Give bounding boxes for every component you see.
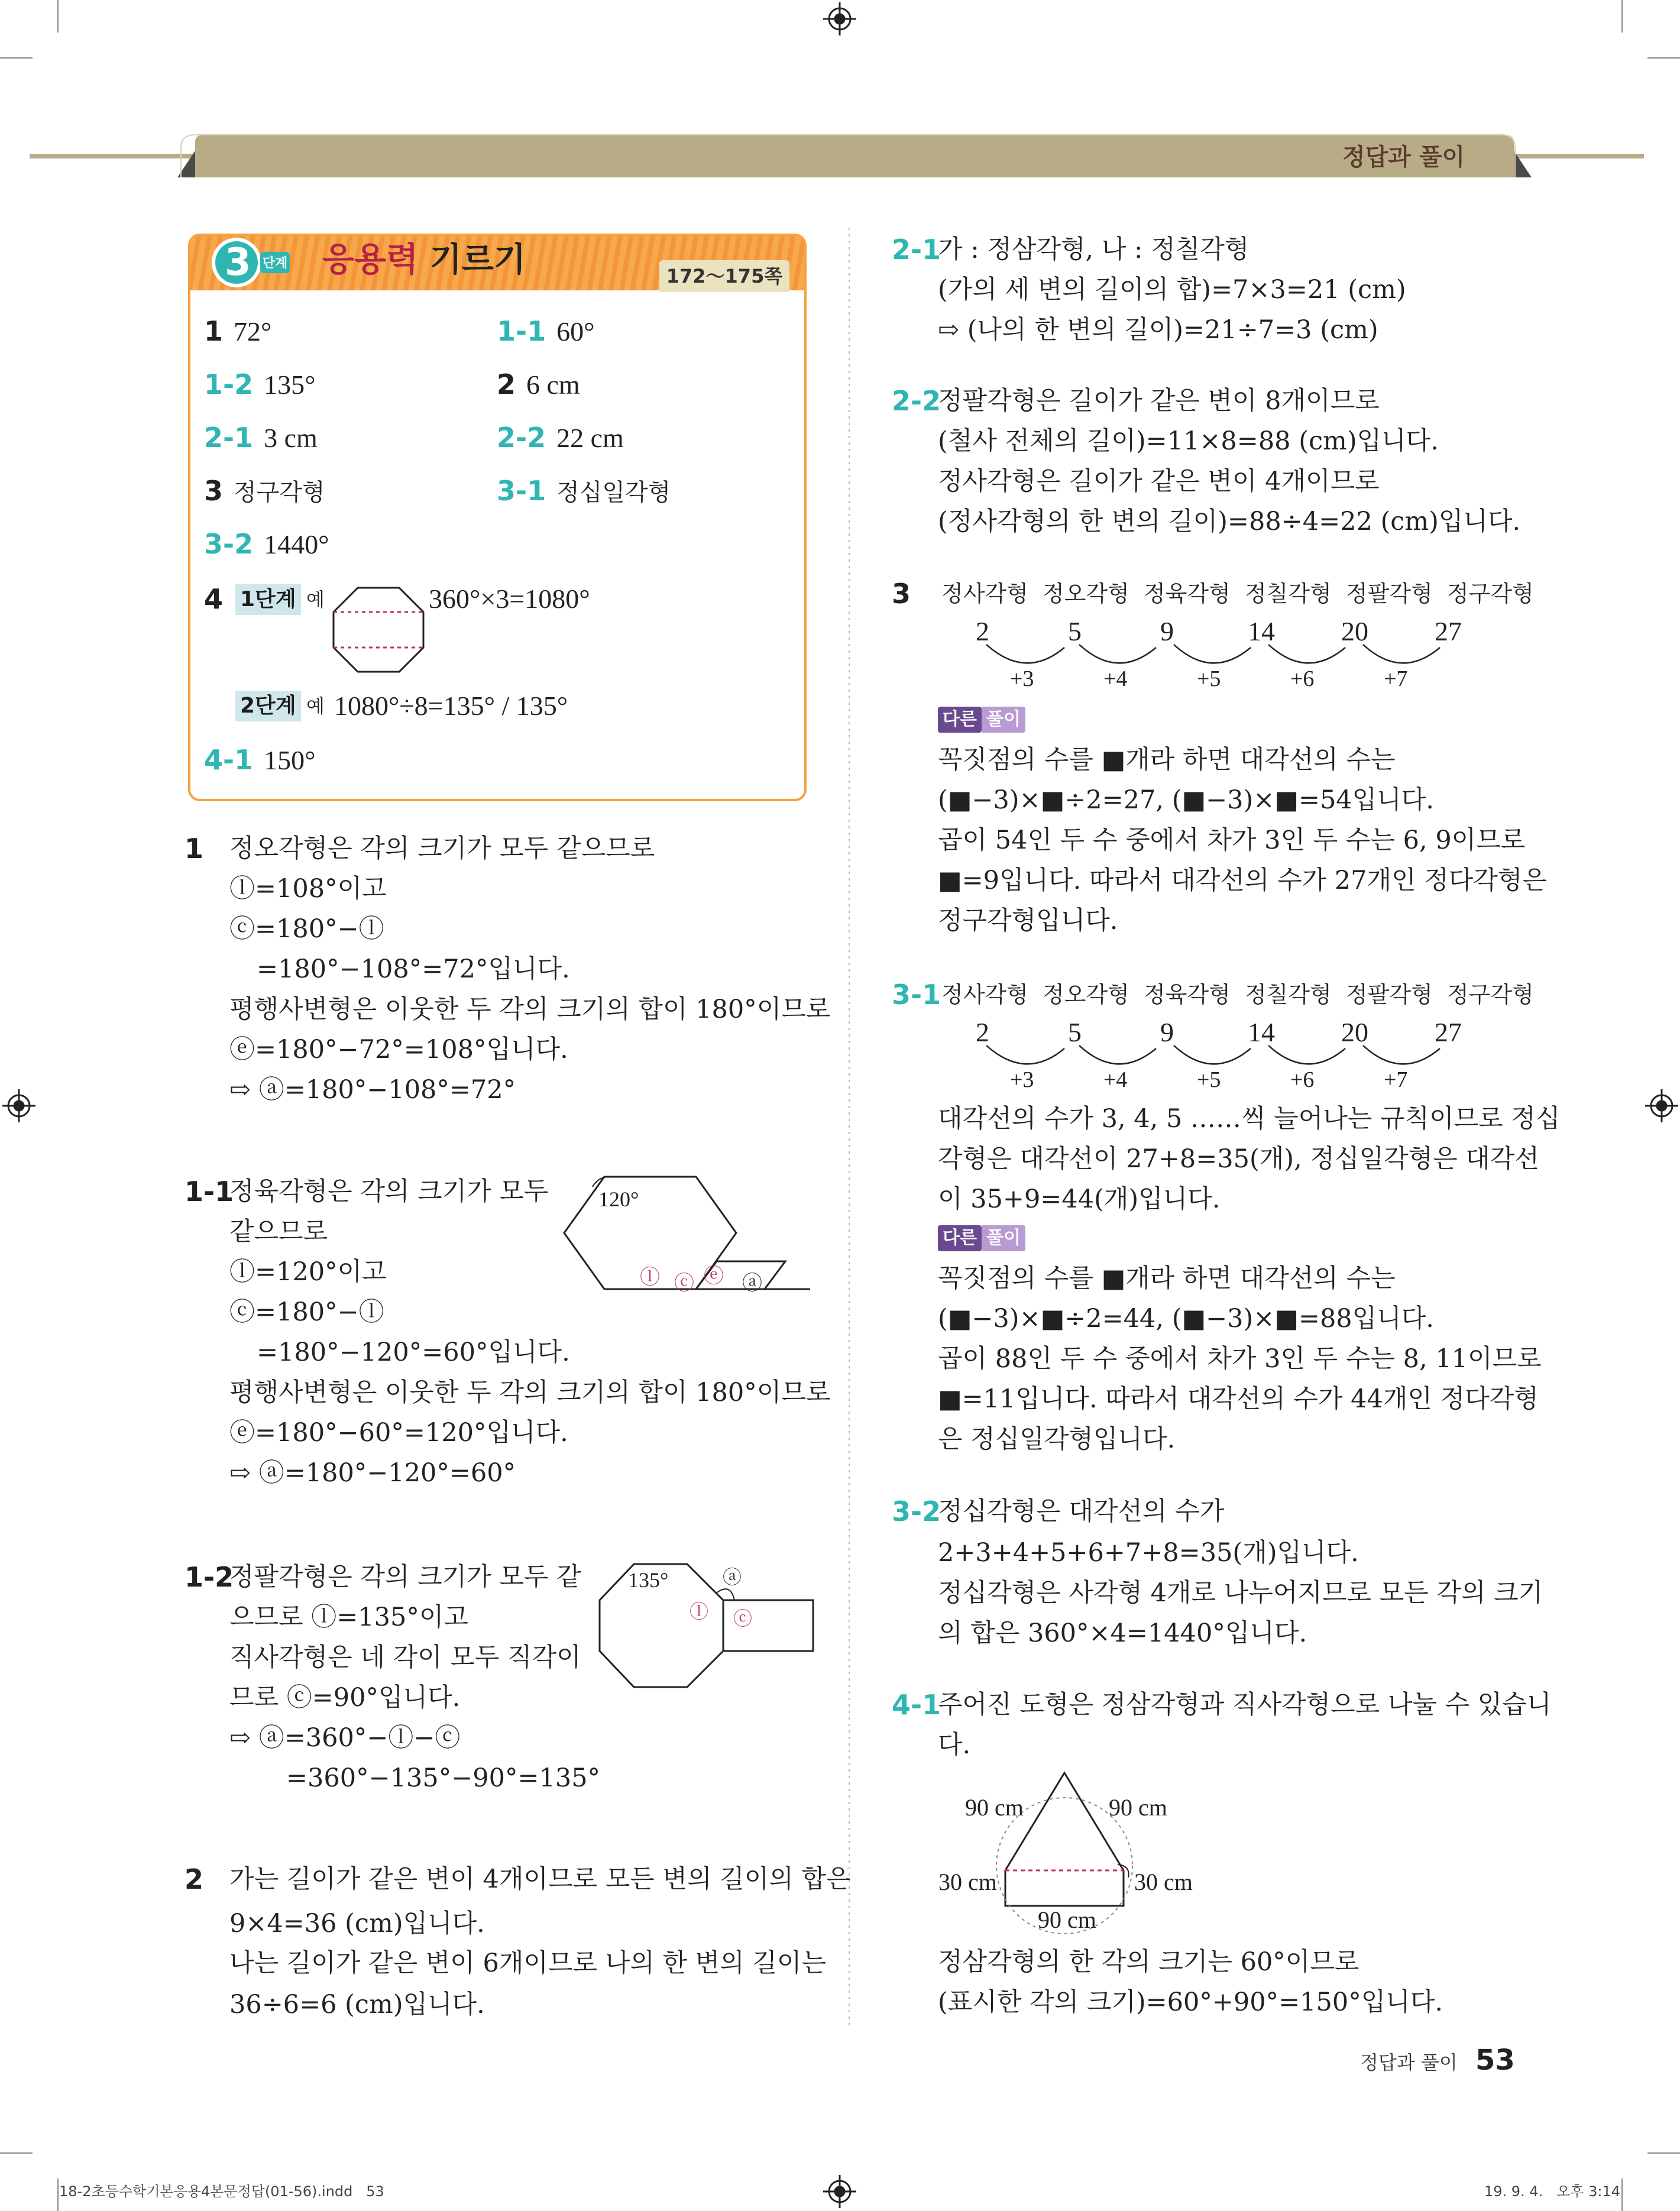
seq-value: 14	[1248, 1017, 1275, 1047]
sol-1-line: 정오각형은 각의 크기가 모두 같으므로	[229, 834, 655, 863]
sol-1-line: ⇨ ⓐ=180°−108°=72°	[229, 1075, 516, 1105]
seq-value: 14	[1248, 616, 1275, 646]
seq-value: 20	[1341, 1017, 1368, 1047]
other-solution-tag: 다른 풀이	[938, 707, 1025, 733]
sol-1-2-line: 으므로 ⓛ=135°이고	[229, 1603, 468, 1632]
footer-title: 정답과 풀이	[1360, 2051, 1458, 2074]
sol-3-2-line: 정십각형은 대각선의 수가	[938, 1497, 1225, 1526]
sol-3-1-line: 대각선의 수가 3, 4, 5 ……씩 늘어나는 규칙이므로 정십	[938, 1104, 1561, 1134]
sol-2-1-number: 2-1	[892, 234, 941, 266]
seq-value: 20	[1341, 616, 1368, 646]
fig-label-30-left: 30 cm	[938, 1869, 997, 1895]
answer-4: 4	[204, 583, 224, 615]
sol-3-1-line: 곱이 88인 두 수 중에서 차가 3인 두 수는 8, 11이므로	[938, 1344, 1542, 1374]
sol-3-number: 3	[892, 578, 911, 610]
file-info: 18-2초등수학기본응용4본문정답(01-56).indd 53	[59, 2183, 384, 2200]
sol-1-line: ⓛ=108°이고	[229, 874, 387, 904]
sol-1-1-line: ⇨ ⓐ=180°−120°=60°	[229, 1458, 516, 1488]
fig-label-90-bottom: 90 cm	[1038, 1906, 1096, 1933]
sol-3-shapes: 정사각형 정오각형 정육각형 정칠각형 정팔각형 정구각형	[941, 581, 1534, 607]
sol-2-line: 36÷6=6 (cm)입니다.	[229, 1990, 485, 2019]
sol-1-2-number: 1-2	[184, 1561, 234, 1593]
sol-3-2-line: 정십각형은 사각형 4개로 나누어지므로 모든 각의 크기	[938, 1578, 1543, 1608]
sol-1-2-line: 정팔각형은 각의 크기가 모두 같	[229, 1562, 581, 1592]
sol-1-2-line: 므로 ⓒ=90°입니다.	[229, 1683, 461, 1713]
sol-2-number: 2	[184, 1863, 204, 1895]
seq-diff: +5	[1197, 666, 1221, 691]
hexagon-angle-label: 120°	[598, 1187, 639, 1211]
seq-diff: +4	[1103, 666, 1128, 691]
fig-label-30-right: 30 cm	[1134, 1869, 1193, 1895]
answer-2-1: 2-1 3 cm	[204, 422, 318, 454]
box-title-main: 응용력	[322, 241, 419, 279]
sol-3-line: 곱이 54인 두 수 중에서 차가 3인 두 수는 6, 9이므로	[938, 826, 1526, 855]
sol-1-1-line: 평행사변형은 이웃한 두 각의 크기의 합이 180°이므로	[229, 1378, 831, 1407]
seq-diff: +3	[1010, 666, 1034, 691]
registration-mark-right	[1645, 1089, 1678, 1122]
other-solution-tag: 다른 풀이	[938, 1225, 1025, 1251]
stage-word: 단계	[262, 256, 288, 271]
stage-number: 3	[225, 241, 251, 284]
hexagon-label: ⓐ	[742, 1271, 762, 1295]
sol-1-2-line: ⇨ ⓐ=360°−ⓛ−ⓒ	[229, 1723, 461, 1753]
octagon-label: ⓒ	[733, 1607, 753, 1630]
sol-1-line: ⓒ=180°−ⓛ	[229, 914, 384, 944]
octagon-label: ⓐ	[723, 1566, 742, 1588]
sol-4-1-line: 다.	[938, 1730, 971, 1760]
seq-diff: +4	[1103, 1067, 1128, 1092]
sol-1-1-line: =180°−120°=60°입니다.	[257, 1338, 570, 1367]
step2-label: 2단계	[235, 691, 301, 721]
hexagon-label: ⓔ	[704, 1264, 724, 1288]
sol-2-1-line: (가의 세 변의 길이의 합)=7×3=21 (cm)	[938, 275, 1406, 305]
seq-diff: +7	[1384, 666, 1408, 691]
seq-diff: +6	[1290, 666, 1315, 691]
step2-value: 1080°÷8=135° / 135°	[334, 691, 568, 721]
seq-value: 9	[1160, 616, 1174, 646]
seq-value: 27	[1435, 1017, 1462, 1047]
registration-mark-top	[823, 2, 856, 35]
octagon-label: ⓛ	[690, 1600, 709, 1623]
fig-label-90-left: 90 cm	[965, 1794, 1024, 1821]
sol-3-1-line: 은 정십일각형입니다.	[938, 1425, 1176, 1454]
hexagon-label: ⓒ	[674, 1271, 694, 1295]
sol-2-2-line: 정사각형은 길이가 같은 변이 4개이므로	[938, 467, 1380, 496]
sol-1-line: 평행사변형은 이웃한 두 각의 크기의 합이 180°이므로	[229, 995, 831, 1024]
sol-2-2-line: (철사 전체의 길이)=11×8=88 (cm)입니다.	[938, 426, 1439, 456]
seq-value: 5	[1068, 1017, 1082, 1047]
sol-3-1-shapes: 정사각형 정오각형 정육각형 정칠각형 정팔각형 정구각형	[941, 982, 1534, 1008]
box-title-rest: 기르기	[418, 241, 526, 279]
sol-3-1-number: 3-1	[892, 979, 941, 1011]
sol-1-number: 1	[184, 833, 204, 865]
seq-diff: +3	[1010, 1067, 1034, 1092]
sol-3-2-line: 의 합은 360°×4=1440°입니다.	[938, 1618, 1307, 1648]
step2-ex: 예	[306, 695, 325, 717]
seq-value: 5	[1068, 616, 1082, 646]
seq-value: 9	[1160, 1017, 1174, 1047]
sol-4-1-number: 4-1	[892, 1689, 941, 1721]
registration-mark-bottom	[823, 2175, 856, 2208]
step1-label: 1단계	[235, 584, 301, 615]
seq-value: 27	[1435, 616, 1462, 646]
sol-3-1-line: 꼭짓점의 수를 ■개라 하면 대각선의 수는	[938, 1264, 1396, 1293]
seq-diff: +5	[1197, 1067, 1221, 1092]
sol-1-1-number: 1-1	[184, 1176, 234, 1208]
seq-diff: +7	[1384, 1067, 1408, 1092]
sol-1-1-line: 같으므로	[229, 1217, 328, 1247]
sol-3-line: 꼭짓점의 수를 ■개라 하면 대각선의 수는	[938, 745, 1396, 775]
sol-1-1-line: ⓔ=180°−60°=120°입니다.	[229, 1418, 568, 1448]
timestamp: 19. 9. 4. 오후 3:14	[1484, 2183, 1621, 2200]
answer-1: 1 72°	[204, 315, 272, 347]
seq-diff: +6	[1290, 1067, 1315, 1092]
sol-2-line: 가는 길이가 같은 변이 4개이므로 모든 변의 길이의 합은	[229, 1864, 851, 1894]
sol-2-2-number: 2-2	[892, 385, 941, 417]
sol-4-1-line: 정삼각형의 한 각의 크기는 60°이므로	[938, 1947, 1359, 1977]
sol-2-line: 나는 길이가 같은 변이 6개이므로 나의 한 변의 길이는	[229, 1948, 827, 1978]
registration-mark-left	[2, 1089, 35, 1122]
seq-value: 2	[976, 616, 989, 646]
box-title	[322, 237, 526, 284]
sol-1-1-line: 정육각형은 각의 크기가 모두	[229, 1177, 549, 1206]
sol-2-1-line: 가 : 정삼각형, 나 : 정칠각형	[938, 235, 1250, 264]
octagon-figure	[331, 585, 426, 674]
sol-2-line: 9×4=36 (cm)입니다.	[229, 1909, 485, 1938]
page-number: 53	[1475, 2044, 1515, 2077]
sol-3-line: 정구각형입니다.	[938, 906, 1118, 935]
answer-3-1: 3-1 정십일각형	[497, 475, 671, 507]
answer-2: 2 6 cm	[497, 368, 580, 400]
sol-1-line: ⓔ=180°−72°=108°입니다.	[229, 1035, 568, 1064]
sol-3-line: (■−3)×■÷2=27, (■−3)×■=54입니다.	[938, 785, 1434, 815]
answer-3-2: 3-2 1440°	[204, 528, 329, 560]
octagon-angle-label: 135°	[628, 1568, 669, 1592]
sequence-diagram-3	[970, 615, 1467, 695]
sol-4-1-line: (표시한 각의 크기)=60°+90°=150°입니다.	[938, 1987, 1443, 2017]
sol-1-1-line: ⓒ=180°−ⓛ	[229, 1297, 384, 1327]
sol-1-2-line: =360°−135°−90°=135°	[286, 1763, 601, 1793]
sol-4-1-line: 주어진 도형은 정삼각형과 직사각형으로 나눌 수 있습니	[938, 1690, 1552, 1720]
answer-4-1: 4-1 150°	[204, 744, 316, 776]
sol-3-1-line: 각형은 대각선이 27+8=35(개), 정십일각형은 대각선	[938, 1144, 1539, 1174]
fig-label-90-right: 90 cm	[1109, 1794, 1167, 1821]
sol-1-1-line: ⓛ=120°이고	[229, 1257, 387, 1287]
answer-2-2: 2-2 22 cm	[497, 422, 624, 454]
sol-3-1-line: (■−3)×■÷2=44, (■−3)×■=88입니다.	[938, 1304, 1434, 1333]
sol-1-2-line: 직사각형은 네 각이 모두 직각이	[229, 1643, 581, 1672]
box-pages: 172～175쪽	[659, 260, 789, 292]
step1-ex: 예	[306, 588, 325, 611]
sol-2-2-line: (정사각형의 한 변의 길이)=88÷4=22 (cm)입니다.	[938, 507, 1521, 536]
sol-2-2-line: 정팔각형은 길이가 같은 변이 8개이므로	[938, 386, 1380, 416]
seq-value: 2	[976, 1017, 989, 1047]
sequence-diagram-3-1	[970, 1016, 1467, 1096]
answer-1-1: 1-1 60°	[497, 315, 595, 347]
sol-3-line: ■=9입니다. 따라서 대각선의 수가 27개인 정다각형은	[938, 866, 1547, 895]
answer-3: 3 정구각형	[204, 475, 325, 507]
sol-3-2-line: 2+3+4+5+6+7+8=35(개)입니다.	[938, 1538, 1359, 1568]
sol-1-line: =180°−108°=72°입니다.	[257, 954, 570, 984]
answer-1-2: 1-2 135°	[204, 368, 316, 400]
hexagon-label: ⓛ	[640, 1265, 660, 1289]
sol-3-1-line: 이 35+9=44(개)입니다.	[938, 1184, 1221, 1214]
header-title: 정답과 풀이	[1342, 144, 1465, 171]
sol-2-1-line: ⇨ (나의 한 변의 길이)=21÷7=3 (cm)	[938, 315, 1378, 345]
step1-value: 360°×3=1080°	[429, 584, 590, 614]
sol-3-1-line: ■=11입니다. 따라서 대각선의 수가 44개인 정다각형	[938, 1384, 1539, 1414]
sol-3-2-number: 3-2	[892, 1495, 941, 1527]
